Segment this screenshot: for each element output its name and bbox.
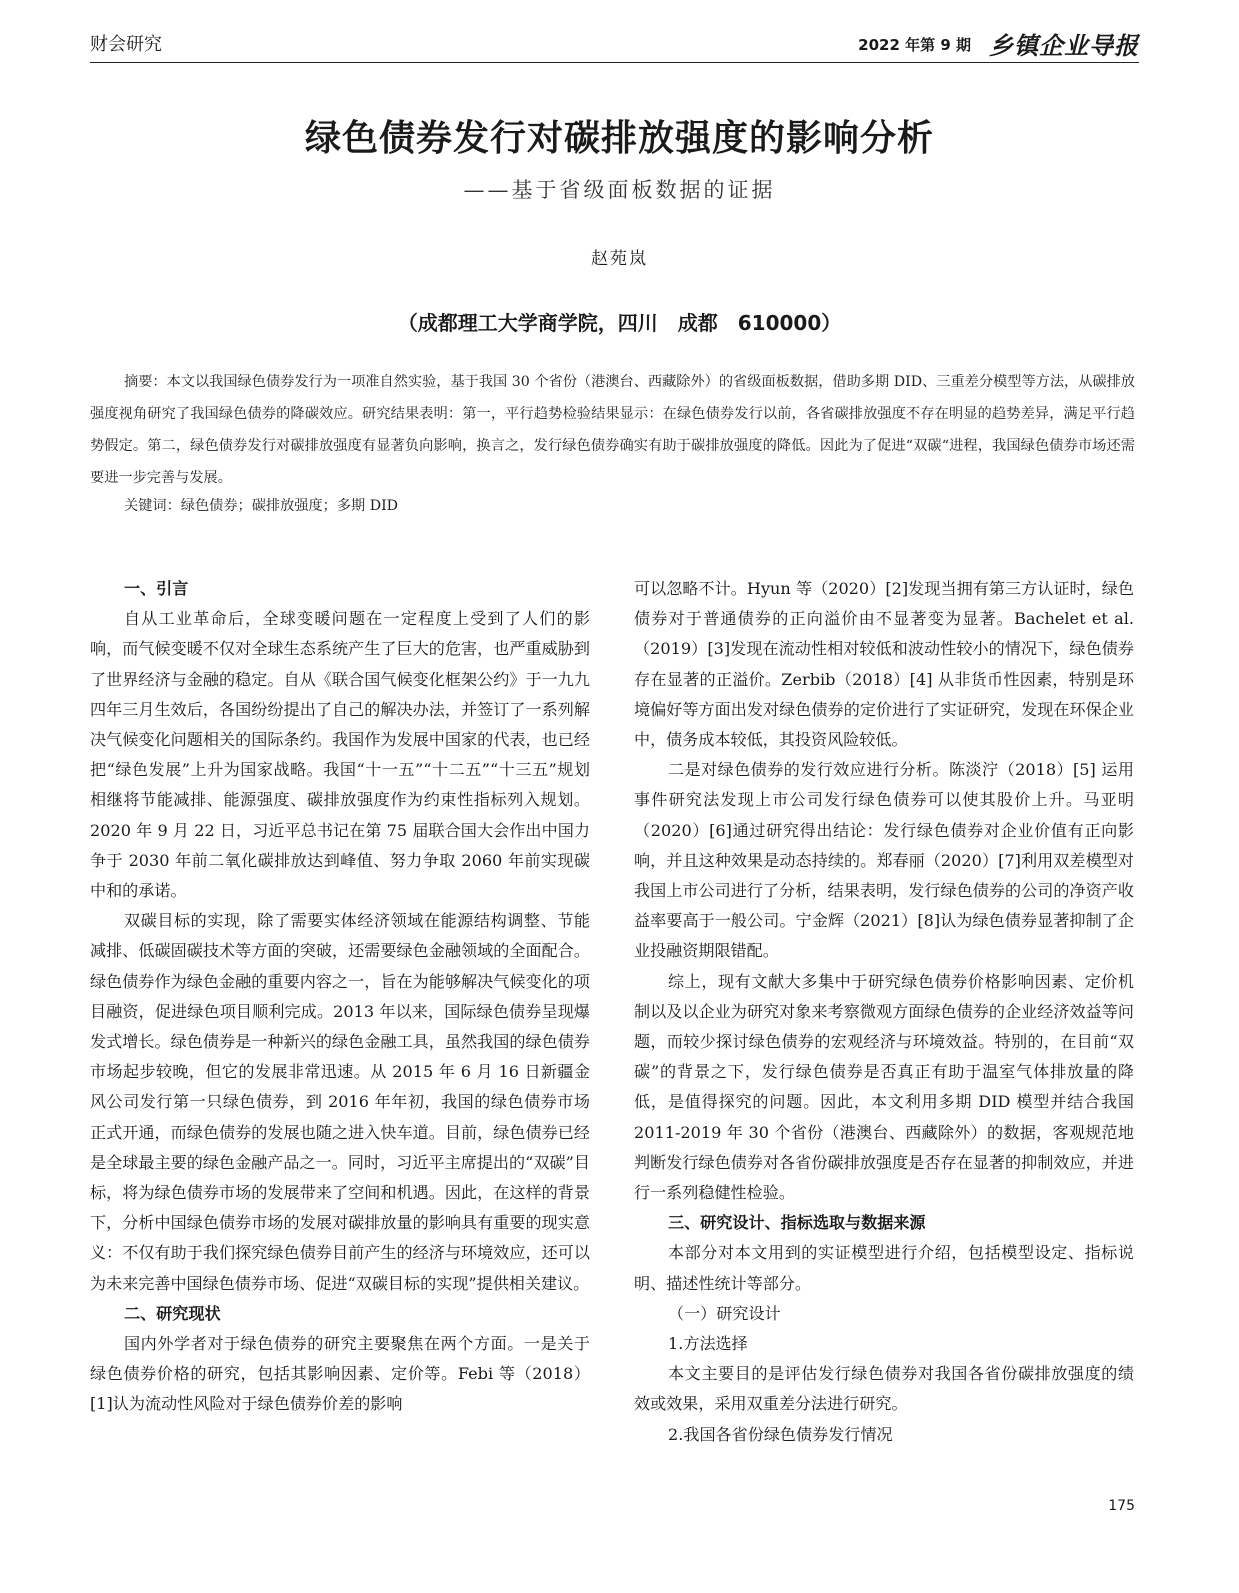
paragraph: 自从工业革命后，全球变暖问题在一定程度上受到了人们的影响，而气候变暖不仅对全球生态系统产生了巨大的危害，也严重威胁到了世界经济与金融的稳定。自从《联合国气候变化框架公约》于一九九四年三月生效后，各国纷纷提出了自己的解决办法，并签订了一系列解决气候变化问题相关的国际条约。我国作为发展中国家的代表，也已经把“绿色发展”上升为国家战略。我国“十一五”“十二五”“十三五”规划相继将节能减排、能源强度、碳排放强度作为约束性指标列入规划。2020 年 9 月 22 日，习近平总书记在第 75 届联合国大会作出中国力争于 2030 年前二氧化碳排放达到峰值、努力争取 2060 年前实现碳中和的承诺。: [90, 609, 590, 901]
subsection-heading: 1.方法选择: [668, 1334, 748, 1354]
paragraph: 二是对绿色债券的发行效应进行分析。陈淡泞（2018）[5] 运用事件研究法发现上市公司发行绿色债券可以使其股价上升。马亚明（2020）[6]通过研究得出结论：发行绿色债券对企业价值有正向影响，并且这种效果是动态持续的。郑春丽（2020）[7]利用双差模型对我国上市公司进行了分析，结果表明，发行绿色债券的公司的净资产收益率要高于一般公司。宁金辉（2021）[8]认为绿色债券显著抑制了企业投融资期限错配。: [634, 760, 1134, 961]
article-subtitle: ——基于省级面板数据的证据: [463, 178, 776, 202]
paragraph: 综上，现有文献大多集中于研究绿色债券价格影响因素、定价机制以及以企业为研究对象来考察微观方面绿色债券的企业经济效益等问题，而较少探讨绿色债券的宏观经济与环境效益。特别的，在目前“双碳”的背景之下，发行绿色债券是否真正有助于温室气体排放量的降低，是值得探究的问题。因此，本文利用多期 DID 模型并结合我国 2011-2019 年 30 个省份（港澳台、西藏除外）的数据，客观规范地判断发行绿色债券对各省份碳排放强度是否存在显著的抑制效应，并进行一系列稳健性检验。: [634, 971, 1134, 1203]
section-label: 财会研究: [90, 34, 162, 55]
subsection-heading: （一）研究设计: [668, 1303, 781, 1323]
paragraph: 双碳目标的实现，除了需要实体经济领域在能源结构调整、节能减排、低碳固碳技术等方面的突破，还需要绿色金融领域的全面配合。绿色债券作为绿色金融的重要内容之一，旨在为能够解决气候变化的项目融资，促进绿色项目顺利完成。2013 年以来，国际绿色债券呈现爆发式增长。绿色债券是一种新兴的绿色金融工具，虽然我国的绿色债券市场起步较晚，但它的发展非常迅速。从 2015 年 6 月 16 日新疆金风公司发行第一只绿色债券，到 2016 年年初，我国的绿色债券市场正式开通，而绿色债券的发展也随之进入快车道。目前，绿色债券已经是全球最主要的绿色金融产品之一。同时，习近平主席提出的“双碳”目标，将为绿色债券市场的发展带来了空间和机遇。因此，在这样的背景下，分析中国绿色债券市场的发展对碳排放量的影响具有重要的现实意义：不仅有助于我们探究绿色债券目前产生的经济与环境效应，还可以为未来完善中国绿色债券市场、促进“双碳目标的实现”提供相关建议。: [90, 911, 590, 1293]
section-heading-design: 三、研究设计、指标选取与数据来源: [668, 1213, 926, 1233]
abstract: [90, 366, 1135, 494]
abstract-text: 摘要：本文以我国绿色债券发行为一项准自然实验，基于我国 30 个省份（港澳台、西藏除外）的省级面板数据，借助多期 DID、三重差分模型等方法，从碳排放强度视角研究了我国绿色债券的降碳效应。研究结果表明：第一，平行趋势检验结果显示：在绿色债券发行以前，各省碳排放强度不存在明显的趋势差异，满足平行趋势假定。第二，绿色债券发行对碳排放强度有显著负向影响，换言之，发行绿色债券确实有助于碳排放强度的降低。因此为了促进“双碳“进程，我国绿色债券市场还需要进一步完善与发展。: [90, 374, 1135, 486]
article-title: 绿色债券发行对碳排放强度的影响分析: [304, 118, 934, 159]
author-name: 赵苑岚: [591, 249, 648, 269]
running-header: [90, 30, 1139, 63]
affiliation: （成都理工大学商学院，四川 成都 610000）: [397, 311, 842, 335]
page-number: 175: [1108, 1498, 1135, 1514]
paragraph: 可以忽略不计。Hyun 等（2020）[2]发现当拥有第三方认证时，绿色债券对于普通债券的正向溢价由不显著变为显著。Bachelet et al.（2019）[3]发现在流动性相对较低和波动性较小的情况下，绿色债券存在显著的正溢价。Zerbib（2018）[4] 从非货币性因素，特别是环境偏好等方面出发对绿色债券的定价进行了实证研究，发现在环保企业中，债务成本较低，其投资风险较低。: [634, 579, 1134, 750]
paragraph: 国内外学者对于绿色债券的研究主要聚焦在两个方面。一是关于绿色债券价格的研究，包括其影响因素、定价等。Febi 等（2018）[1]认为流动性风险对于绿色债券价差的影响: [90, 1334, 590, 1414]
paragraph: 本部分对本文用到的实证模型进行介绍，包括模型设定、指标说明、描述性统计等部分。: [634, 1243, 1134, 1293]
subsection-heading: 2.我国各省份绿色债券发行情况: [668, 1424, 893, 1444]
section-heading-status: 二、研究现状: [124, 1303, 221, 1323]
left-column: [90, 574, 590, 1420]
paragraph: 本文主要目的是评估发行绿色债券对我国各省份碳排放强度的绩效或效果，采用双重差分法进行研究。: [634, 1364, 1134, 1414]
keywords: 关键词：绿色债券；碳排放强度；多期 DID: [124, 498, 399, 514]
issue-label: 2022 年第 9 期: [858, 36, 971, 54]
journal-logo: 乡镇企业导报: [989, 32, 1139, 60]
section-heading-intro: 一、引言: [124, 579, 189, 598]
right-column: [634, 574, 1134, 1450]
